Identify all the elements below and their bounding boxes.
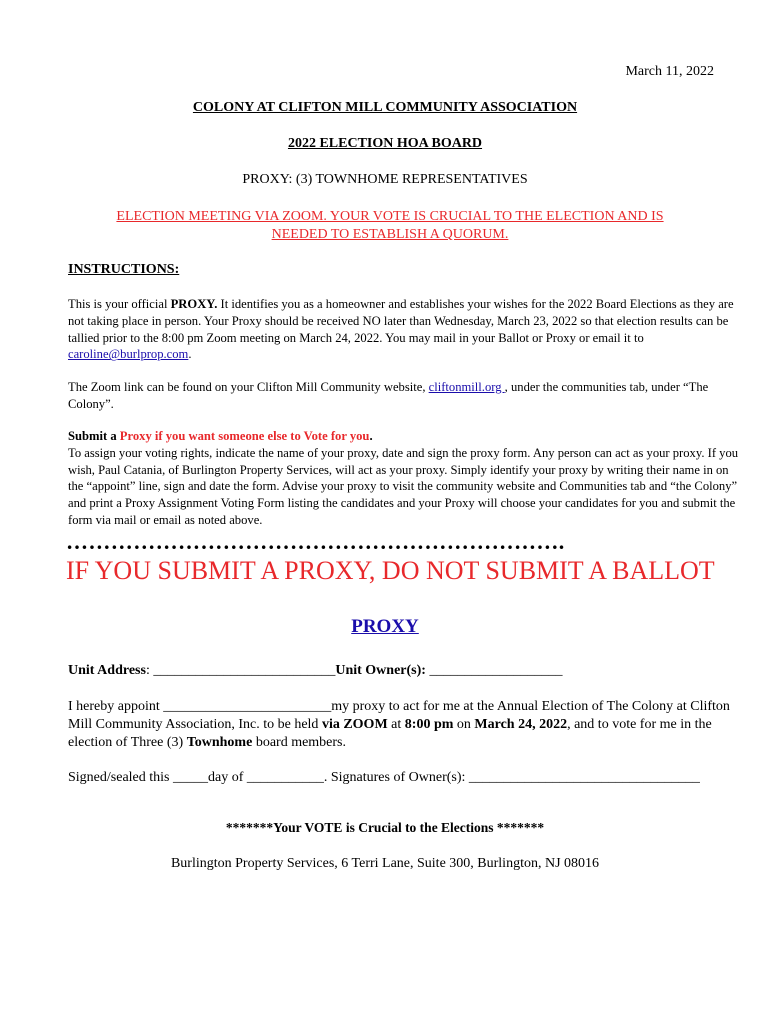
on-text: on <box>453 717 475 732</box>
proxy-subtitle: PROXY: (3) TOWNHOME REPRESENTATIVES <box>242 172 528 187</box>
instructions-heading: INSTRUCTIONS: <box>68 262 180 277</box>
vote-text: , and to vote for me in the election of Three (3) <box>68 717 712 750</box>
ballot-warning: IF YOU SUBMIT A PROXY, DO NOT SUBMIT A BALLOT <box>66 556 715 585</box>
instructions-paragraph-proxy <box>68 296 740 363</box>
para3-body: To assign your voting rights, indicate the name of your proxy, date and sign the proxy form. Any person can act as your proxy. If you wish, Paul Catania, of Burlington Property Services, will act as your proxy. Simply identify your proxy by writing their name in on the “appoint” line, sign and date the form. Advise your proxy to visit the community website and Communities tab and “the Colony” and print a Proxy Assignment Voting Form listing the candidates and your Proxy will choose your candidates for you and submit the form via mail or email as noted above. <box>68 445 739 527</box>
appoint-text[interactable]: I hereby appoint ________________________my proxy to act for me at the Annual Election of The Colony at Clifton Mill Community Association, Inc. to be held <box>68 699 730 732</box>
document-date: March 11, 2022 <box>625 64 714 79</box>
via-zoom: via ZOOM <box>321 717 388 732</box>
proxy-title: PROXY <box>351 616 419 637</box>
zoom-meeting-notice: ELECTION MEETING VIA ZOOM. YOUR VOTE IS CRUCIAL TO THE ELECTION AND IS NEEDED TO ESTABLISH A QUORUM. <box>116 209 664 242</box>
dotted-divider: …………………………………………………………. <box>66 529 565 554</box>
para2-rest: , under the communities tab, under “The Colony”. <box>68 380 709 411</box>
para1-bold: PROXY. <box>170 297 218 311</box>
townhome-text: Townhome <box>186 735 253 750</box>
para3-red-text: Proxy if you want someone else to Vote for you <box>119 429 370 443</box>
unit-owner-label: Unit Owner(s): <box>335 663 426 678</box>
instructions-paragraph-zoom <box>68 379 740 413</box>
email-link[interactable]: caroline@burlprop.com <box>68 347 189 362</box>
signature-line[interactable]: Signed/sealed this _____day of ___________. Signatures of Owner(s): _________________________________ <box>68 770 700 785</box>
instructions-paragraph-submit <box>68 428 740 529</box>
para3-bold-end: . <box>369 429 373 443</box>
at-text: at <box>387 717 405 732</box>
board-members-text: board members. <box>252 735 347 750</box>
unit-owner-field[interactable]: ___________________ <box>425 663 563 678</box>
meeting-time: 8:00 pm <box>404 717 454 732</box>
footer-address: Burlington Property Services, 6 Terri Lane, Suite 300, Burlington, NJ 08016 <box>170 856 600 871</box>
para1-end: . <box>188 347 192 362</box>
election-title: 2022 ELECTION HOA BOARD <box>287 136 483 151</box>
meeting-date: March 24, 2022 <box>474 717 568 732</box>
unit-address-line <box>68 662 562 680</box>
para1-rest: It identifies you as a homeowner and establishes your wishes for the 2022 Board Elections as they are not taking place in person. Your Proxy should be received NO later than Wednesday, March 23, 2022 so that election results can be tallied prior to the 8:00 pm Zoom meeting on March 24, 2022. You may mail in your Ballot or Proxy or email it to <box>68 297 734 345</box>
para1-lead: This is your official <box>68 297 171 311</box>
unit-address-field[interactable]: : __________________________ <box>145 663 336 678</box>
website-link[interactable]: cliftonmill.org <box>428 380 505 394</box>
crucial-vote-note: *******Your VOTE is Crucial to the Elections ******* <box>225 820 545 835</box>
appointment-paragraph <box>68 698 748 752</box>
unit-address-label: Unit Address <box>68 663 146 678</box>
organization-title: COLONY AT CLIFTON MILL COMMUNITY ASSOCIATION <box>192 100 578 115</box>
para3-bold-lead: Submit a <box>68 429 120 443</box>
para2-lead: The Zoom link can be found on your Clifton Mill Community website, <box>68 380 429 394</box>
